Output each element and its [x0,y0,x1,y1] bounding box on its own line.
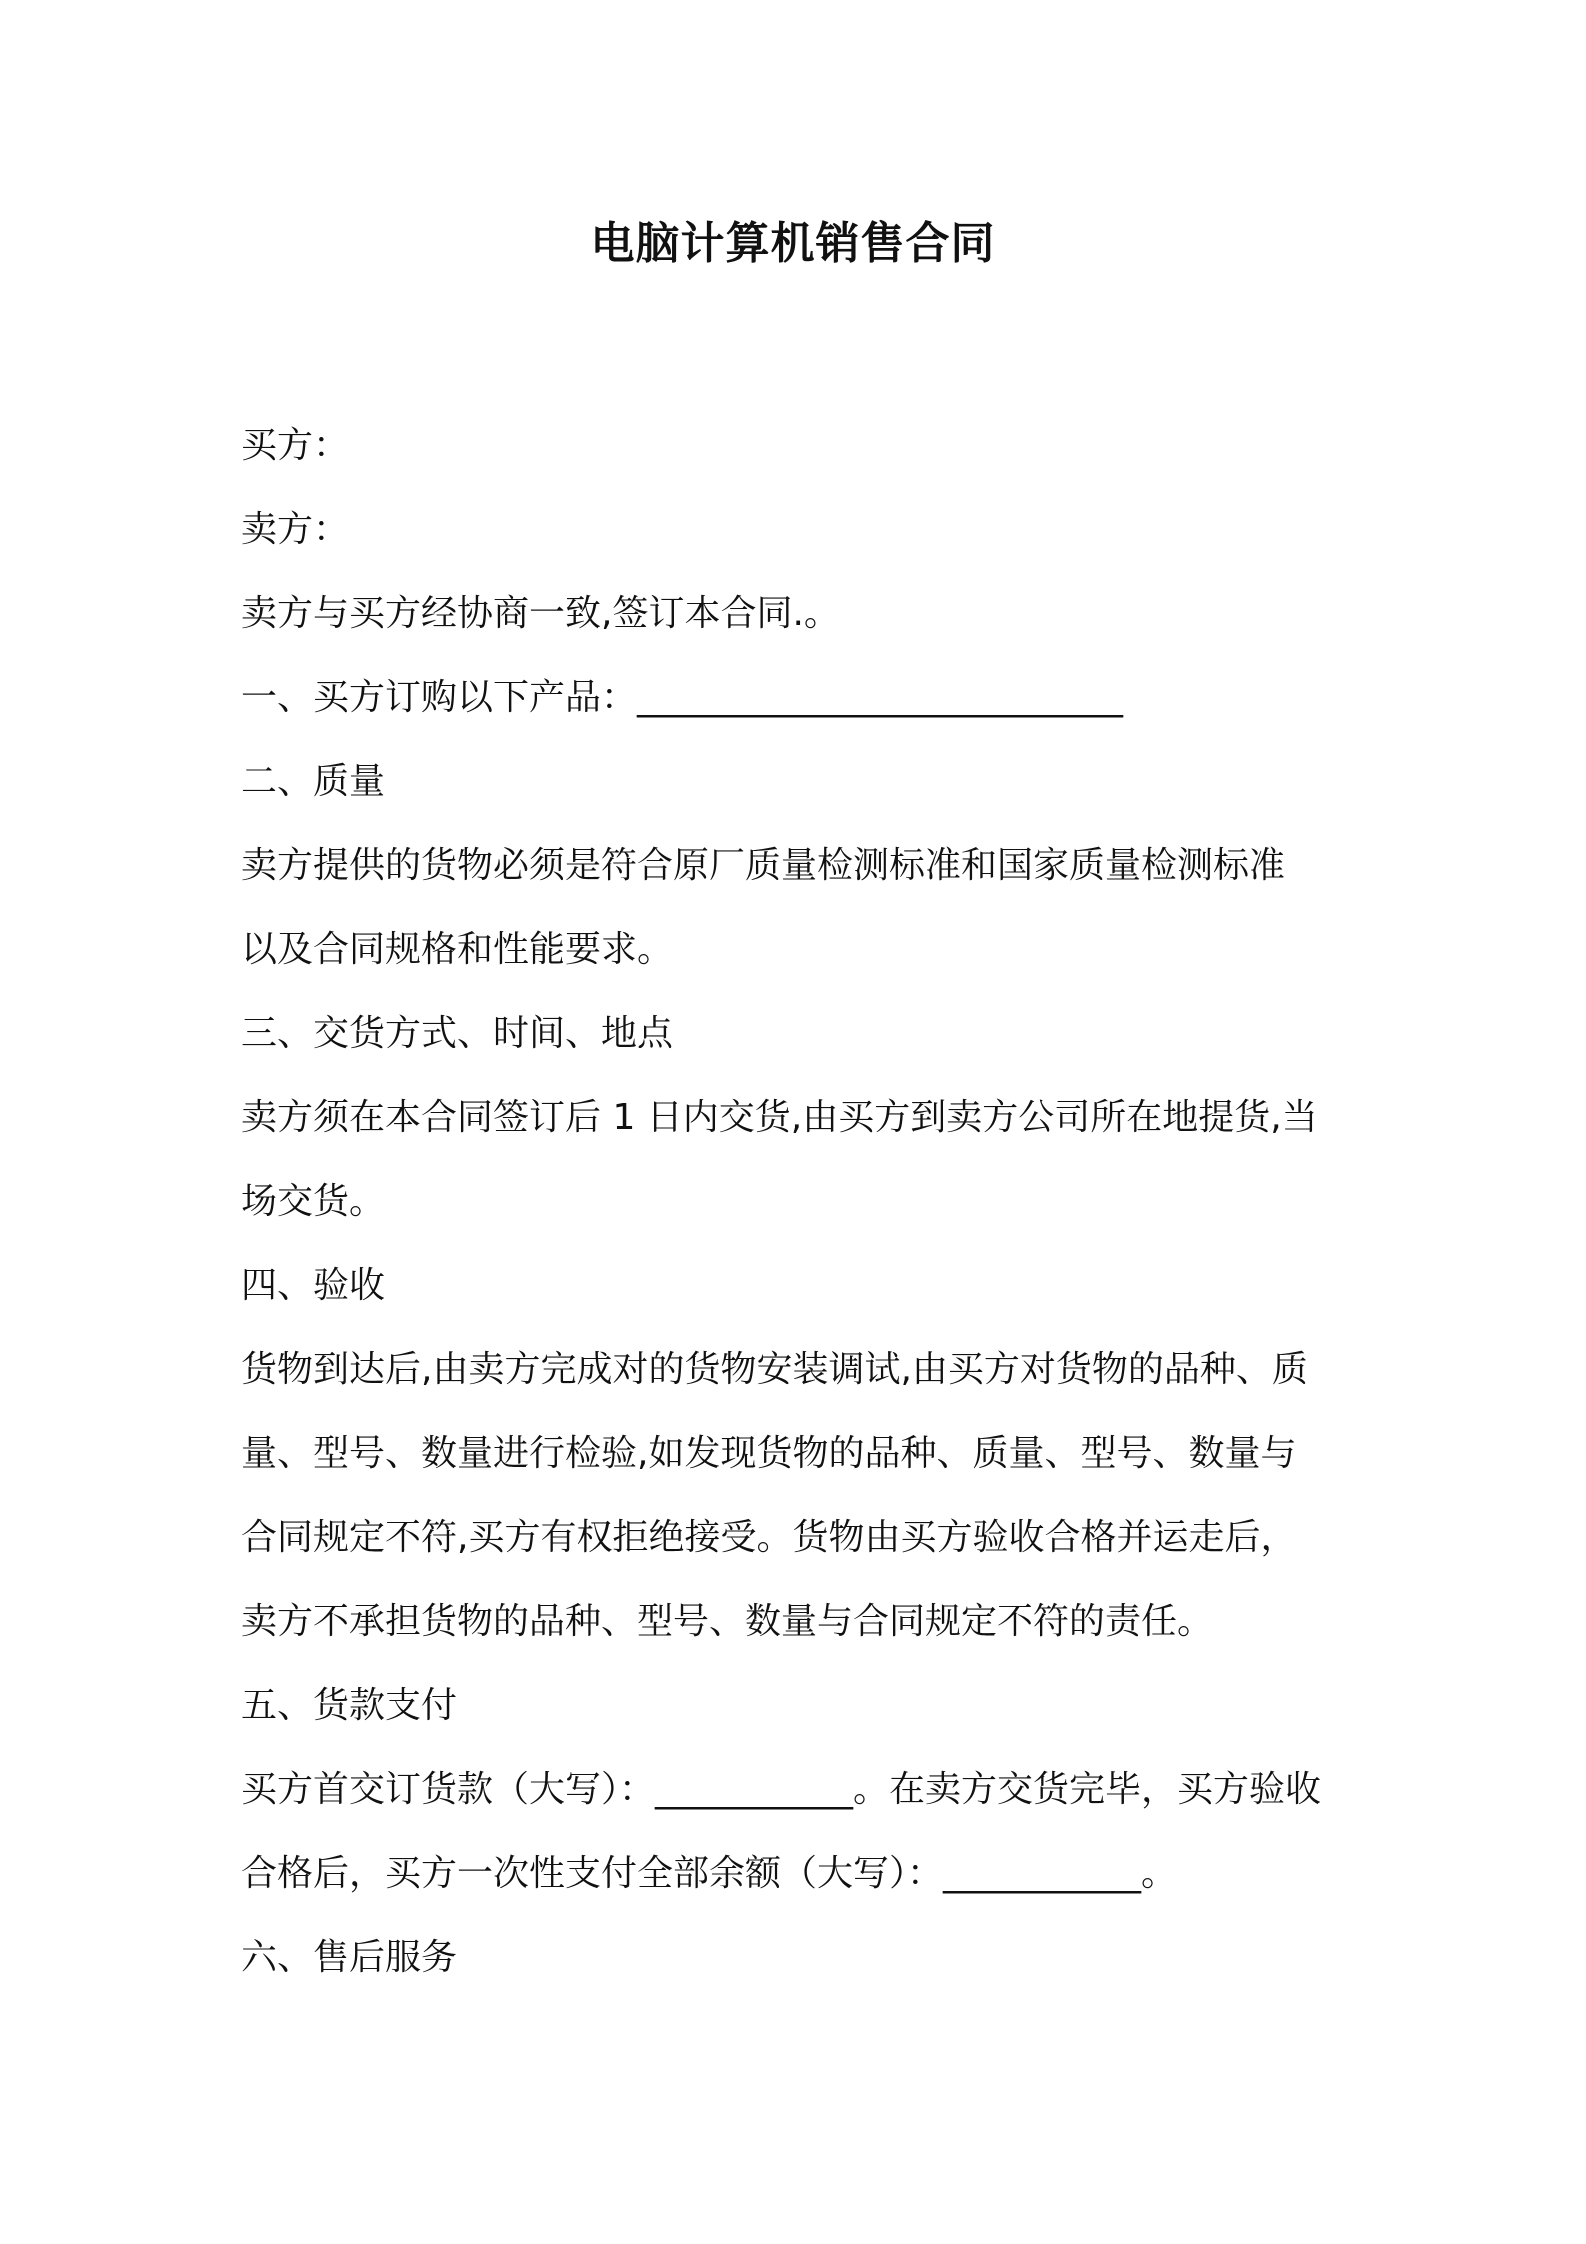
section-4-heading: 四、验收 [241,1265,386,1306]
section-5-text-line: 买方首交订货款（大写）：___________。在卖方交货完毕，买方验收 [241,1769,1322,1810]
buyer-line: 买方： [241,425,350,466]
section-1-heading: 一、买方订购以下产品：___________________________ [241,677,1124,718]
section-4-text-line: 货物到达后,由卖方完成对的货物安装调试,由买方对货物的品种、质 [241,1349,1308,1390]
section-2-text-line: 卖方提供的货物必须是符合原厂质量检测标准和国家质量检测标准 [241,845,1286,886]
seller-line: 卖方： [241,509,350,550]
section-2-heading: 二、质量 [241,761,386,802]
agreement-line: 卖方与买方经协商一致,签订本合同.。 [241,593,840,634]
section-6-heading: 六、售后服务 [241,1937,458,1978]
section-5-heading: 五、货款支付 [241,1685,458,1726]
document-body [241,404,1361,2000]
section-4-text-line: 合同规定不符,买方有权拒绝接受。货物由买方验收合格并运走后， [241,1517,1297,1558]
section-4-text-line: 量、型号、数量进行检验,如发现货物的品种、质量、型号、数量与 [241,1433,1297,1474]
section-3-text-line: 场交货。 [241,1181,386,1222]
section-3-heading: 三、交货方式、时间、地点 [241,1013,674,1054]
section-3-text-line: 卖方须在本合同签订后 1 日内交货,由买方到卖方公司所在地提货,当 [241,1097,1318,1138]
section-5-text-line: 合格后，买方一次性支付全部余额（大写）：___________。 [241,1853,1178,1894]
section-2-text-line: 以及合同规格和性能要求。 [241,929,674,970]
document-title: 电脑计算机销售合同 [590,218,996,269]
section-4-text-line: 卖方不承担货物的品种、型号、数量与合同规定不符的责任。 [241,1601,1214,1642]
